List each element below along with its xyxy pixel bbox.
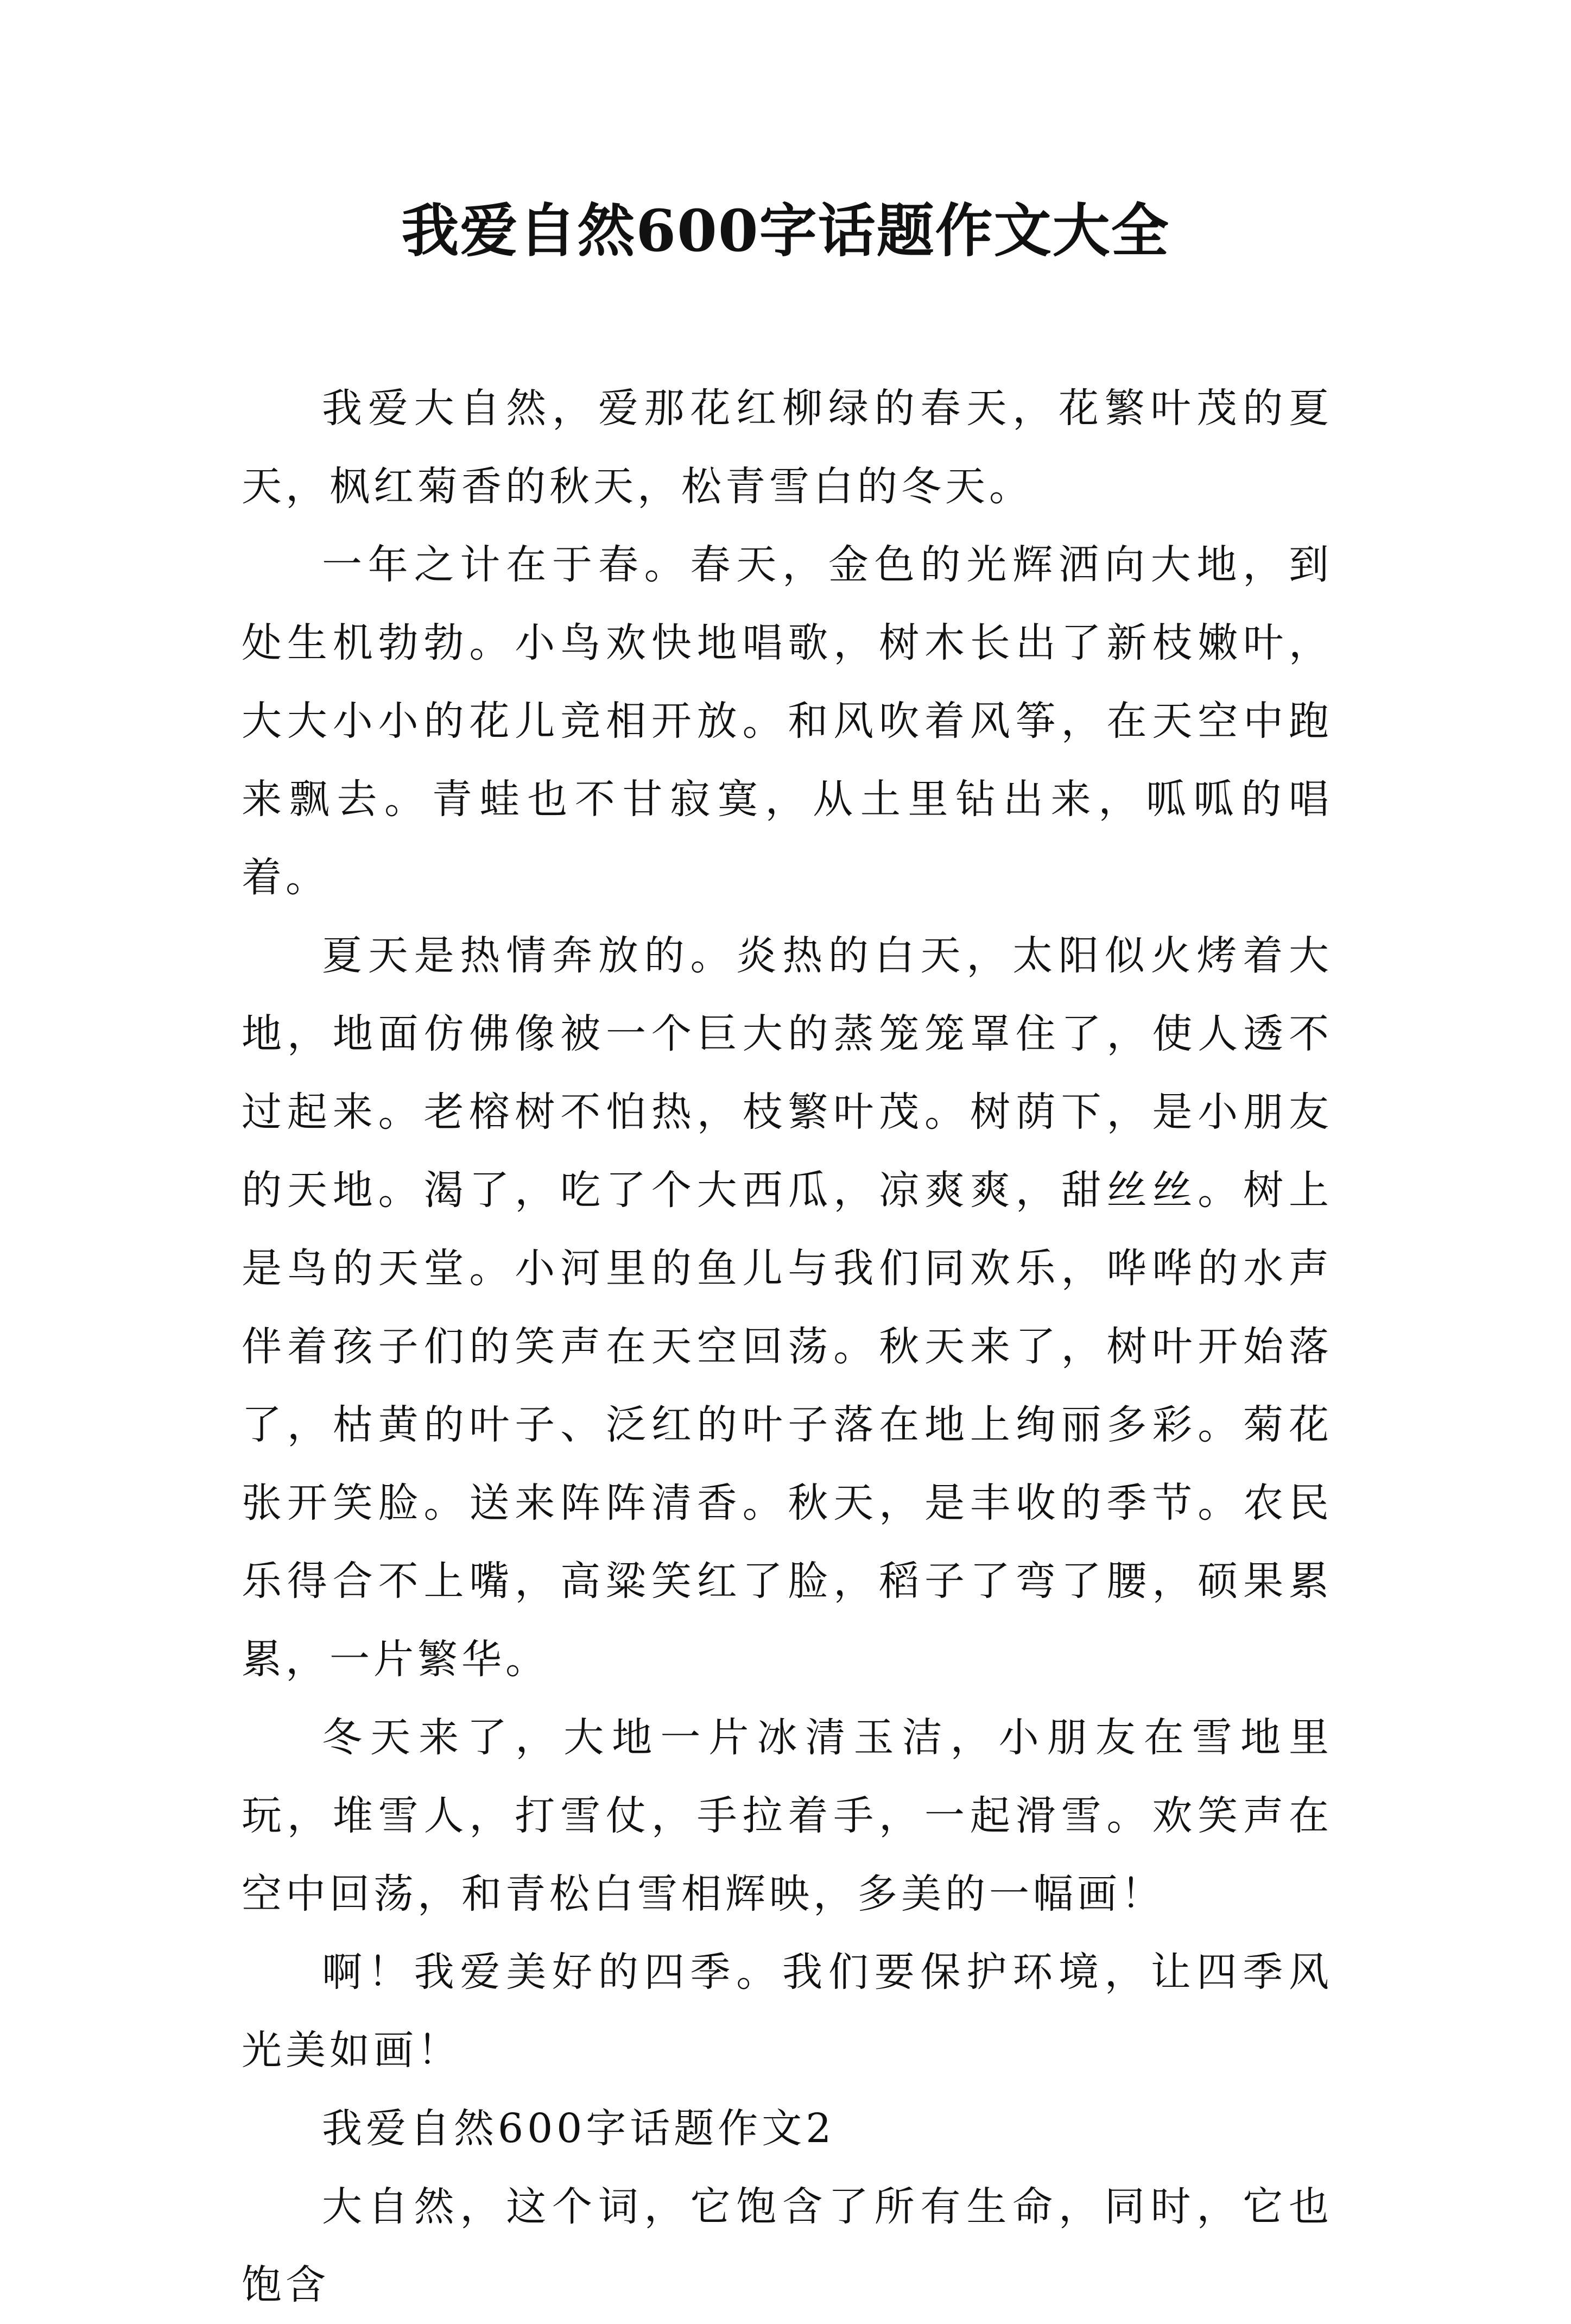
section-heading: 我爱自然600字话题作文2 [322, 2105, 835, 2152]
paragraph: 我爱大自然，爱那花红柳绿的春天，花繁叶茂的夏天，枫红菊香的秋天，松青雪白的冬天。 [242, 385, 1333, 510]
paragraph: 夏天是热情奔放的。炎热的白天，太阳似火烤着大地，地面仿佛像被一个巨大的蒸笼笼罩住了，使人透不过起来。老榕树不怕热，枝繁叶茂。树荫下，是小朋友的天地。渴了，吃了个大西瓜，凉爽爽，甜丝丝。树上是鸟的天堂。小河里的鱼儿与我们同欢乐，哗哗的水声伴着孩子们的笑声在天空回荡。秋天来了，树叶开始落了，枯黄的叶子、泛红的叶子落在地上绚丽多彩。菊花张开笑脸。送来阵阵清香。秋天，是丰收的季节。农民乐得合不上嘴，高粱笑红了脸，稻子了弯了腰，硕果累累，一片繁华。 [242, 932, 1333, 1683]
document-title: 我爱自然600字话题作文大全 [401, 197, 1170, 264]
paragraph: 一年之计在于春。春天，金色的光辉洒向大地，到处生机勃勃。小鸟欢快地唱歌，树木长出了新枝嫩叶，大大小小的花儿竞相开放。和风吹着风筝，在天空中跑来飘去。青蛙也不甘寂寞，从土里钻出来，呱呱的唱着。 [242, 541, 1333, 901]
paragraph: 大自然，这个词，它饱含了所有生命，同时，它也饱含 [242, 2183, 1333, 2308]
paragraph: 冬天来了，大地一片冰清玉洁，小朋友在雪地里玩，堆雪人，打雪仗，手拉着手，一起滑雪。欢笑声在空中回荡，和青松白雪相辉映，多美的一幅画！ [242, 1714, 1333, 1917]
paragraph: 啊！我爱美好的四季。我们要保护环境，让四季风光美如画！ [242, 1949, 1333, 2074]
document-body [242, 369, 1333, 2324]
